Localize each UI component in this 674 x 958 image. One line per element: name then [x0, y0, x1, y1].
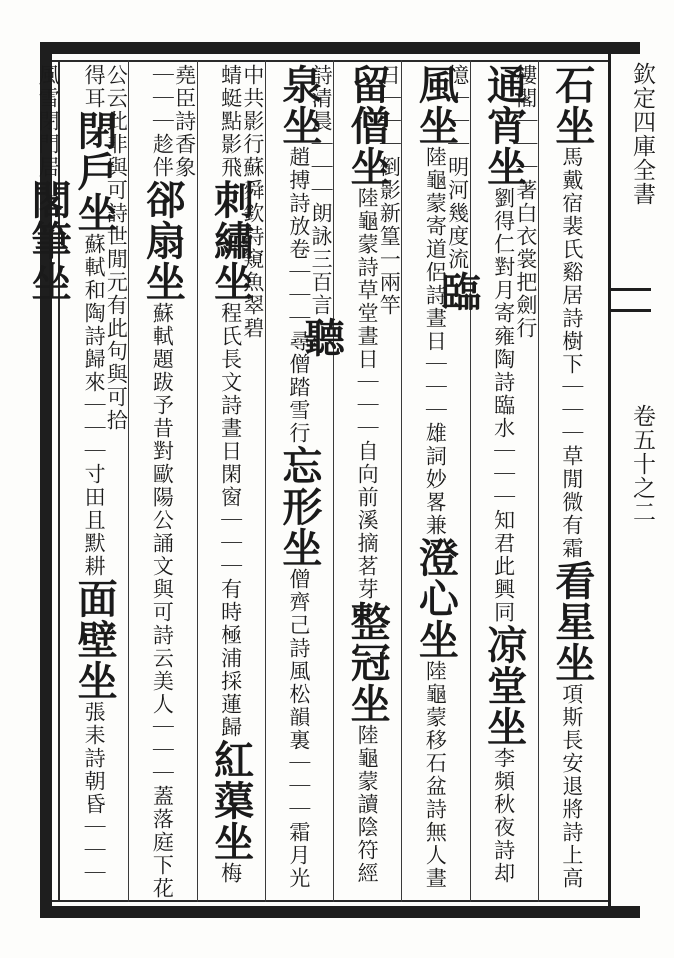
margin-volume-label: 卷五十之二 — [629, 404, 655, 524]
entry-heading: 通宵坐 — [480, 64, 528, 187]
entry-annotation: 梅堯臣詩香象 — [172, 64, 243, 885]
margin-border-line — [608, 54, 611, 906]
margin-book-title: 欽定四庫全書 — [629, 62, 655, 206]
entry-annotation: 陸龜蒙讀陰符經詩清晨｜｜｜朗詠三百言 — [309, 64, 380, 885]
entry-annotation: 陸龜蒙詩草堂晝日｜｜｜自向前溪摘茗芽 — [355, 187, 380, 601]
fishtail-mark — [611, 288, 651, 312]
entry-heading: 郤扇坐 — [139, 179, 187, 302]
text-column — [25, 64, 119, 900]
frame-bottom-border — [40, 906, 640, 918]
entry-annotation: 項斯長安退將詩上高樓閣｜｜｜著白衣裳把劍行 — [513, 64, 584, 890]
entry-heading: 整冠坐 — [344, 601, 392, 724]
entry-heading: 澄心坐 — [412, 537, 460, 660]
entry-annotation: 程氏長文詩晝日閑窗｜｜｜有時極浦採蓮歸 — [218, 302, 243, 739]
frame-top-border — [40, 42, 640, 54]
entry-annotation: 蘇軾和陶詩歸來｜｜｜寸田且默耕 — [82, 233, 107, 578]
entry-heading: 留僧坐 — [344, 64, 392, 187]
entry-annotation: 蜻蜓點影飛 — [218, 64, 243, 179]
entry-annotation: 得耳 — [82, 64, 107, 110]
entry-heading: 面壁坐 — [71, 578, 119, 701]
entry-annotation: 李頻秋夜詩却憶｜｜｜明河幾度流 — [445, 64, 516, 885]
entry-heading: 閣筆坐 — [25, 179, 73, 302]
entry-heading: 凉堂坐 — [480, 624, 528, 747]
text-column — [172, 64, 255, 900]
entry-annotation: 蘇軾題跋予昔對歐陽公誦文與可詩云美人｜｜｜蓋落庭下花公云此非與可詩世閒元有此句與可拾 — [104, 64, 175, 900]
entry-heading: 刺繡坐 — [207, 179, 255, 302]
column-rule — [197, 60, 198, 902]
entry-heading: 看星坐 — [548, 560, 596, 683]
entry-heading: 聽 — [298, 317, 346, 358]
text-column — [104, 64, 187, 900]
entry-heading: 忘形坐 — [275, 445, 323, 568]
entry-heading: 泉坐 — [275, 64, 323, 146]
text-column — [240, 64, 323, 900]
entry-annotation: 馬戴宿裴氏谿居詩樹下｜｜｜草閒微有霜 — [559, 146, 584, 560]
entry-annotation: 趙搏詩放卷｜｜｜尋僧踏雪行 — [286, 146, 311, 445]
entry-heading: 石坐 — [548, 64, 596, 146]
entry-heading: 閉戶坐 — [71, 110, 119, 233]
entry-annotation: ｜｜｜趁伴 — [150, 64, 175, 179]
text-column — [513, 64, 596, 900]
entry-annotation: 陸龜蒙移石盆詩無人晝日｜｜｜倒影新篁一兩竿 — [377, 64, 448, 890]
entry-heading: 臨 — [434, 271, 482, 312]
entry-annotation: 僧齊己詩風松韻裏｜｜｜霜月光中共影行蘇舜欽詩窺魚翠碧 — [240, 64, 311, 890]
entry-heading: 風坐 — [412, 64, 460, 146]
entry-annotation: 劉得仁對月寄雍陶詩臨水｜｜｜知君此興同 — [491, 187, 516, 624]
entry-heading: 紅蕖坐 — [207, 739, 255, 862]
entry-annotation: 張耒詩朝昏｜｜｜風雪閉門居 — [36, 64, 107, 885]
text-column — [377, 64, 460, 900]
frame-inner-top-line — [52, 60, 608, 62]
frame-inner-bottom-line — [52, 900, 608, 902]
entry-annotation: 陸龜蒙寄道侶詩晝日｜｜｜雄詞妙畧兼 — [423, 146, 448, 537]
